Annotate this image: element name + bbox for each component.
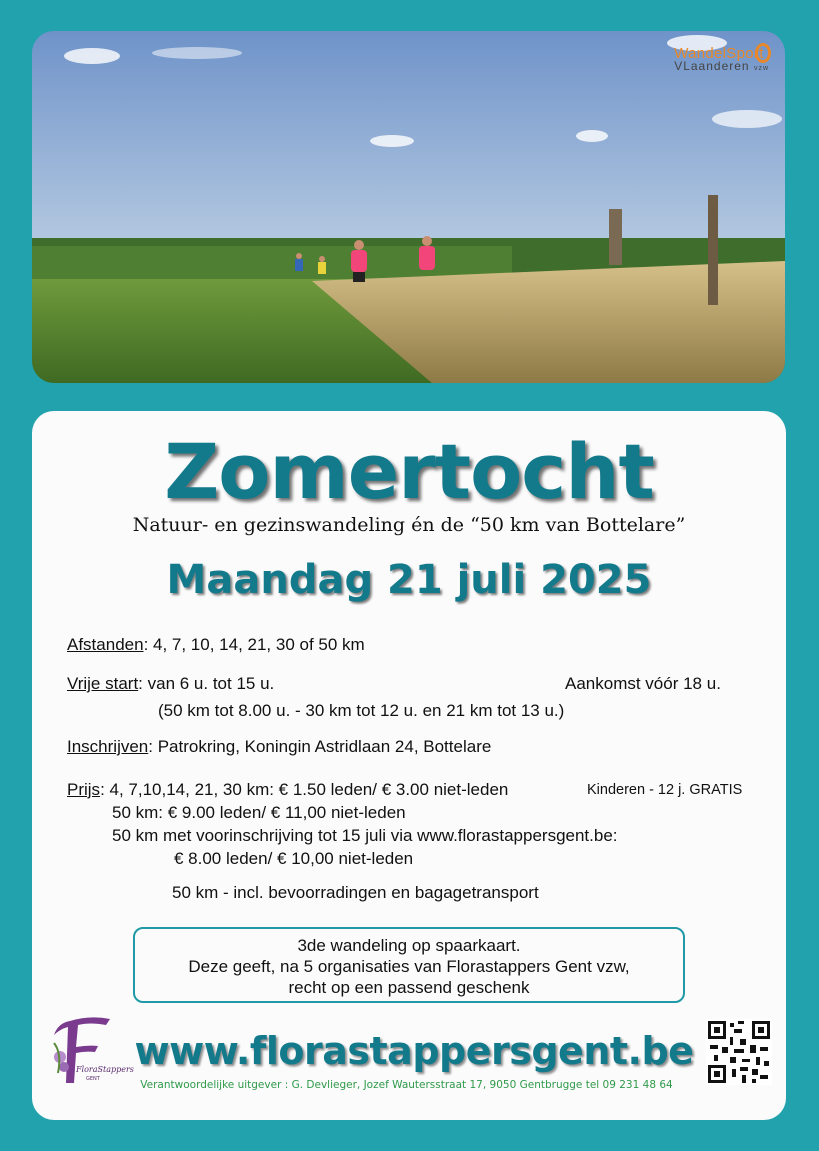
prijs-line3: 50 km met voorinschrijving tot 15 juli via www.florastappersgent.be: bbox=[112, 826, 618, 845]
footprint-icon bbox=[755, 43, 771, 63]
notice-line: 3de wandeling op spaarkaart. bbox=[297, 936, 521, 955]
vrije-start-detail: (50 km tot 8.00 u. - 30 km tot 12 u. en 21 km tot 13 u.) bbox=[158, 701, 565, 720]
subtitle: Natuur- en gezinswandeling én de “50 km van Bottelare” bbox=[132, 514, 686, 536]
prijs-row bbox=[67, 780, 508, 800]
vrije-start-label: Vrije start bbox=[67, 674, 139, 693]
flora-logo-city: GENT bbox=[86, 1076, 100, 1082]
logo-line2 bbox=[674, 59, 769, 73]
inschrijven-label: Inschrijven bbox=[67, 737, 149, 756]
prijs-line1: : 4, 7,10,14, 21, 30 km: € 1.50 leden/ € 3.00 niet-leden bbox=[100, 780, 509, 799]
walkers-field-photo bbox=[32, 31, 785, 383]
website-link[interactable]: www.florastappersgent.be bbox=[134, 1029, 694, 1073]
prijs-line4: € 8.00 leden/ € 10,00 niet-leden bbox=[174, 849, 414, 868]
inschrijven-row bbox=[67, 737, 491, 757]
notice-line: Deze geeft, na 5 organisaties van Florastappers Gent vzw, bbox=[188, 957, 630, 976]
qr-code[interactable] bbox=[706, 1019, 772, 1085]
notice-line: recht op een passend geschenk bbox=[288, 978, 530, 997]
aankomst-text: Aankomst vóór 18 u. bbox=[565, 674, 721, 693]
event-date: Maandag 21 juli 2025 bbox=[166, 557, 652, 603]
afstanden-value: : 4, 7, 10, 14, 21, 30 of 50 km bbox=[143, 635, 365, 654]
logo-line1: WandelSport bbox=[674, 45, 764, 62]
page-title: Zomertocht bbox=[164, 427, 654, 516]
prijs-label: Prijs bbox=[67, 780, 101, 799]
content-card bbox=[32, 411, 786, 1120]
afstanden-row bbox=[67, 635, 365, 655]
wandelsport-vlaanderen-logo bbox=[674, 45, 769, 73]
flora-logo-name: FloraStappers bbox=[76, 1065, 134, 1074]
vrije-start-row bbox=[67, 674, 274, 694]
prijs-line2: 50 km: € 9.00 leden/ € 11,00 niet-leden bbox=[112, 803, 406, 822]
inschrijven-value: : Patrokring, Koningin Astridlaan 24, Bottelare bbox=[148, 737, 492, 756]
logo-line2-text: VLaanderen bbox=[674, 59, 750, 73]
qr-code-image bbox=[706, 1019, 772, 1085]
vrije-start-value: : van 6 u. tot 15 u. bbox=[138, 674, 275, 693]
prijs-line5: 50 km - incl. bevoorradingen en bagagetransport bbox=[172, 883, 539, 902]
logo-suffix: vzw bbox=[753, 65, 769, 72]
spaarkaart-notice bbox=[133, 927, 685, 1003]
florastappers-logo bbox=[40, 1013, 134, 1091]
afstanden-label: Afstanden bbox=[67, 635, 144, 654]
publisher-line: Verantwoordelijke uitgever : G. Devlieger, Jozef Wautersstraat 17, 9050 Gentbrugge tel 09 231 48 64 bbox=[140, 1079, 673, 1091]
header-photo bbox=[32, 31, 785, 383]
florastappers-emblem bbox=[40, 1013, 116, 1091]
kinderen-text: Kinderen - 12 j. GRATIS bbox=[587, 782, 743, 798]
